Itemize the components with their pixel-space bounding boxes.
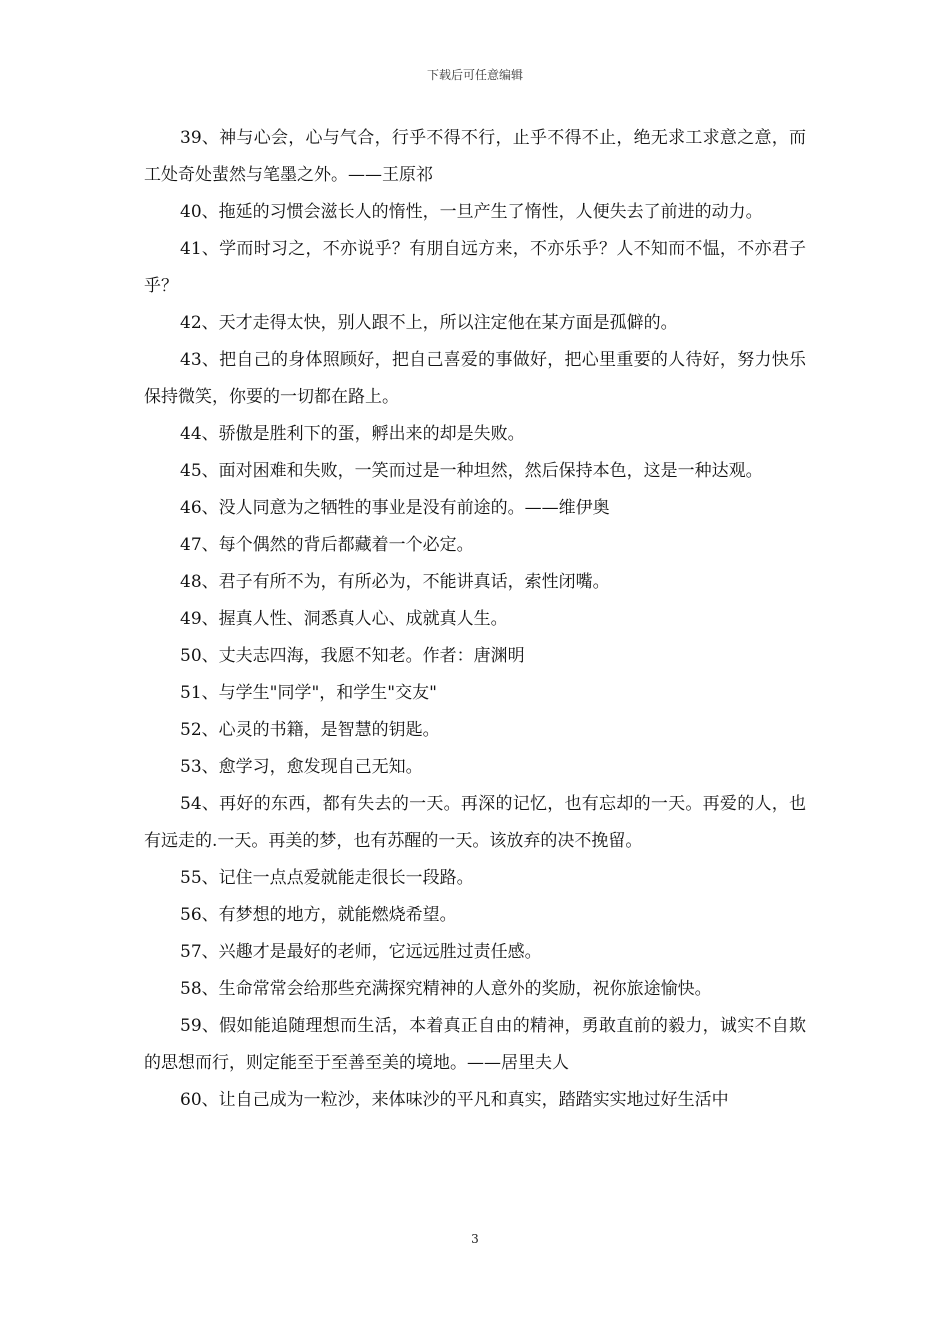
- quote-paragraph: 53、愈学习，愈发现自己无知。: [180, 757, 423, 777]
- quote-paragraph: 51、与学生"同学"，和学生"交友": [180, 683, 437, 703]
- quote-paragraph: 60、让自己成为一粒沙，来体味沙的平凡和真实，踏踏实实地过好生活中: [180, 1090, 729, 1110]
- quote-paragraph: 54、再好的东西，都有失去的一天。再深的记忆，也有忘却的一天。再爱的人，也有远走的.一天。再美的梦，也有苏醒的一天。该放弃的决不挽留。: [144, 794, 806, 851]
- quote-paragraph: 44、骄傲是胜利下的蛋，孵出来的却是失败。: [180, 424, 525, 444]
- quote-paragraph: 52、心灵的书籍，是智慧的钥匙。: [180, 720, 440, 740]
- quote-paragraph: 50、丈夫志四海，我愿不知老。作者：唐渊明: [180, 646, 525, 666]
- document-body: [144, 120, 806, 1119]
- quote-paragraph: 47、每个偶然的背后都藏着一个必定。: [180, 535, 474, 555]
- quote-paragraph: 58、生命常常会给那些充满探究精神的人意外的奖励，祝你旅途愉快。: [180, 979, 712, 999]
- quote-paragraph: 42、天才走得太快，别人跟不上，所以注定他在某方面是孤僻的。: [180, 313, 678, 333]
- quote-paragraph: 39、神与心会，心与气合，行乎不得不行，止乎不得不止，绝无求工求意之意，而工处奇处蜚然与笔墨之外。——王原祁: [144, 128, 806, 185]
- quote-paragraph: 56、有梦想的地方，就能燃烧希望。: [180, 905, 457, 925]
- quote-paragraph: 46、没人同意为之牺牲的事业是没有前途的。——维伊奥: [180, 498, 610, 518]
- quote-paragraph: 41、学而时习之，不亦说乎？有朋自远方来，不亦乐乎？人不知而不愠，不亦君子乎？: [144, 239, 806, 296]
- quote-paragraph: 40、拖延的习惯会滋长人的惰性，一旦产生了惰性，人便失去了前进的动力。: [180, 202, 763, 222]
- page-header: 下载后可任意编辑: [426, 68, 523, 82]
- quote-paragraph: 43、把自己的身体照顾好，把自己喜爱的事做好，把心里重要的人待好，努力快乐保持微笑，你要的一切都在路上。: [144, 350, 806, 407]
- quote-paragraph: 55、记住一点点爱就能走很长一段路。: [180, 868, 474, 888]
- quote-paragraph: 57、兴趣才是最好的老师，它远远胜过责任感。: [180, 942, 542, 962]
- quote-paragraph: 59、假如能追随理想而生活，本着真正自由的精神，勇敢直前的毅力，诚实不自欺的思想而行，则定能至于至善至美的境地。——居里夫人: [144, 1016, 806, 1073]
- page-number: 3: [471, 1232, 479, 1246]
- quote-paragraph: 49、握真人性、洞悉真人心、成就真人生。: [180, 609, 508, 629]
- quote-paragraph: 45、面对困难和失败，一笑而过是一种坦然，然后保持本色，这是一种达观。: [180, 461, 763, 481]
- quote-paragraph: 48、君子有所不为，有所必为，不能讲真话，索性闭嘴。: [180, 572, 610, 592]
